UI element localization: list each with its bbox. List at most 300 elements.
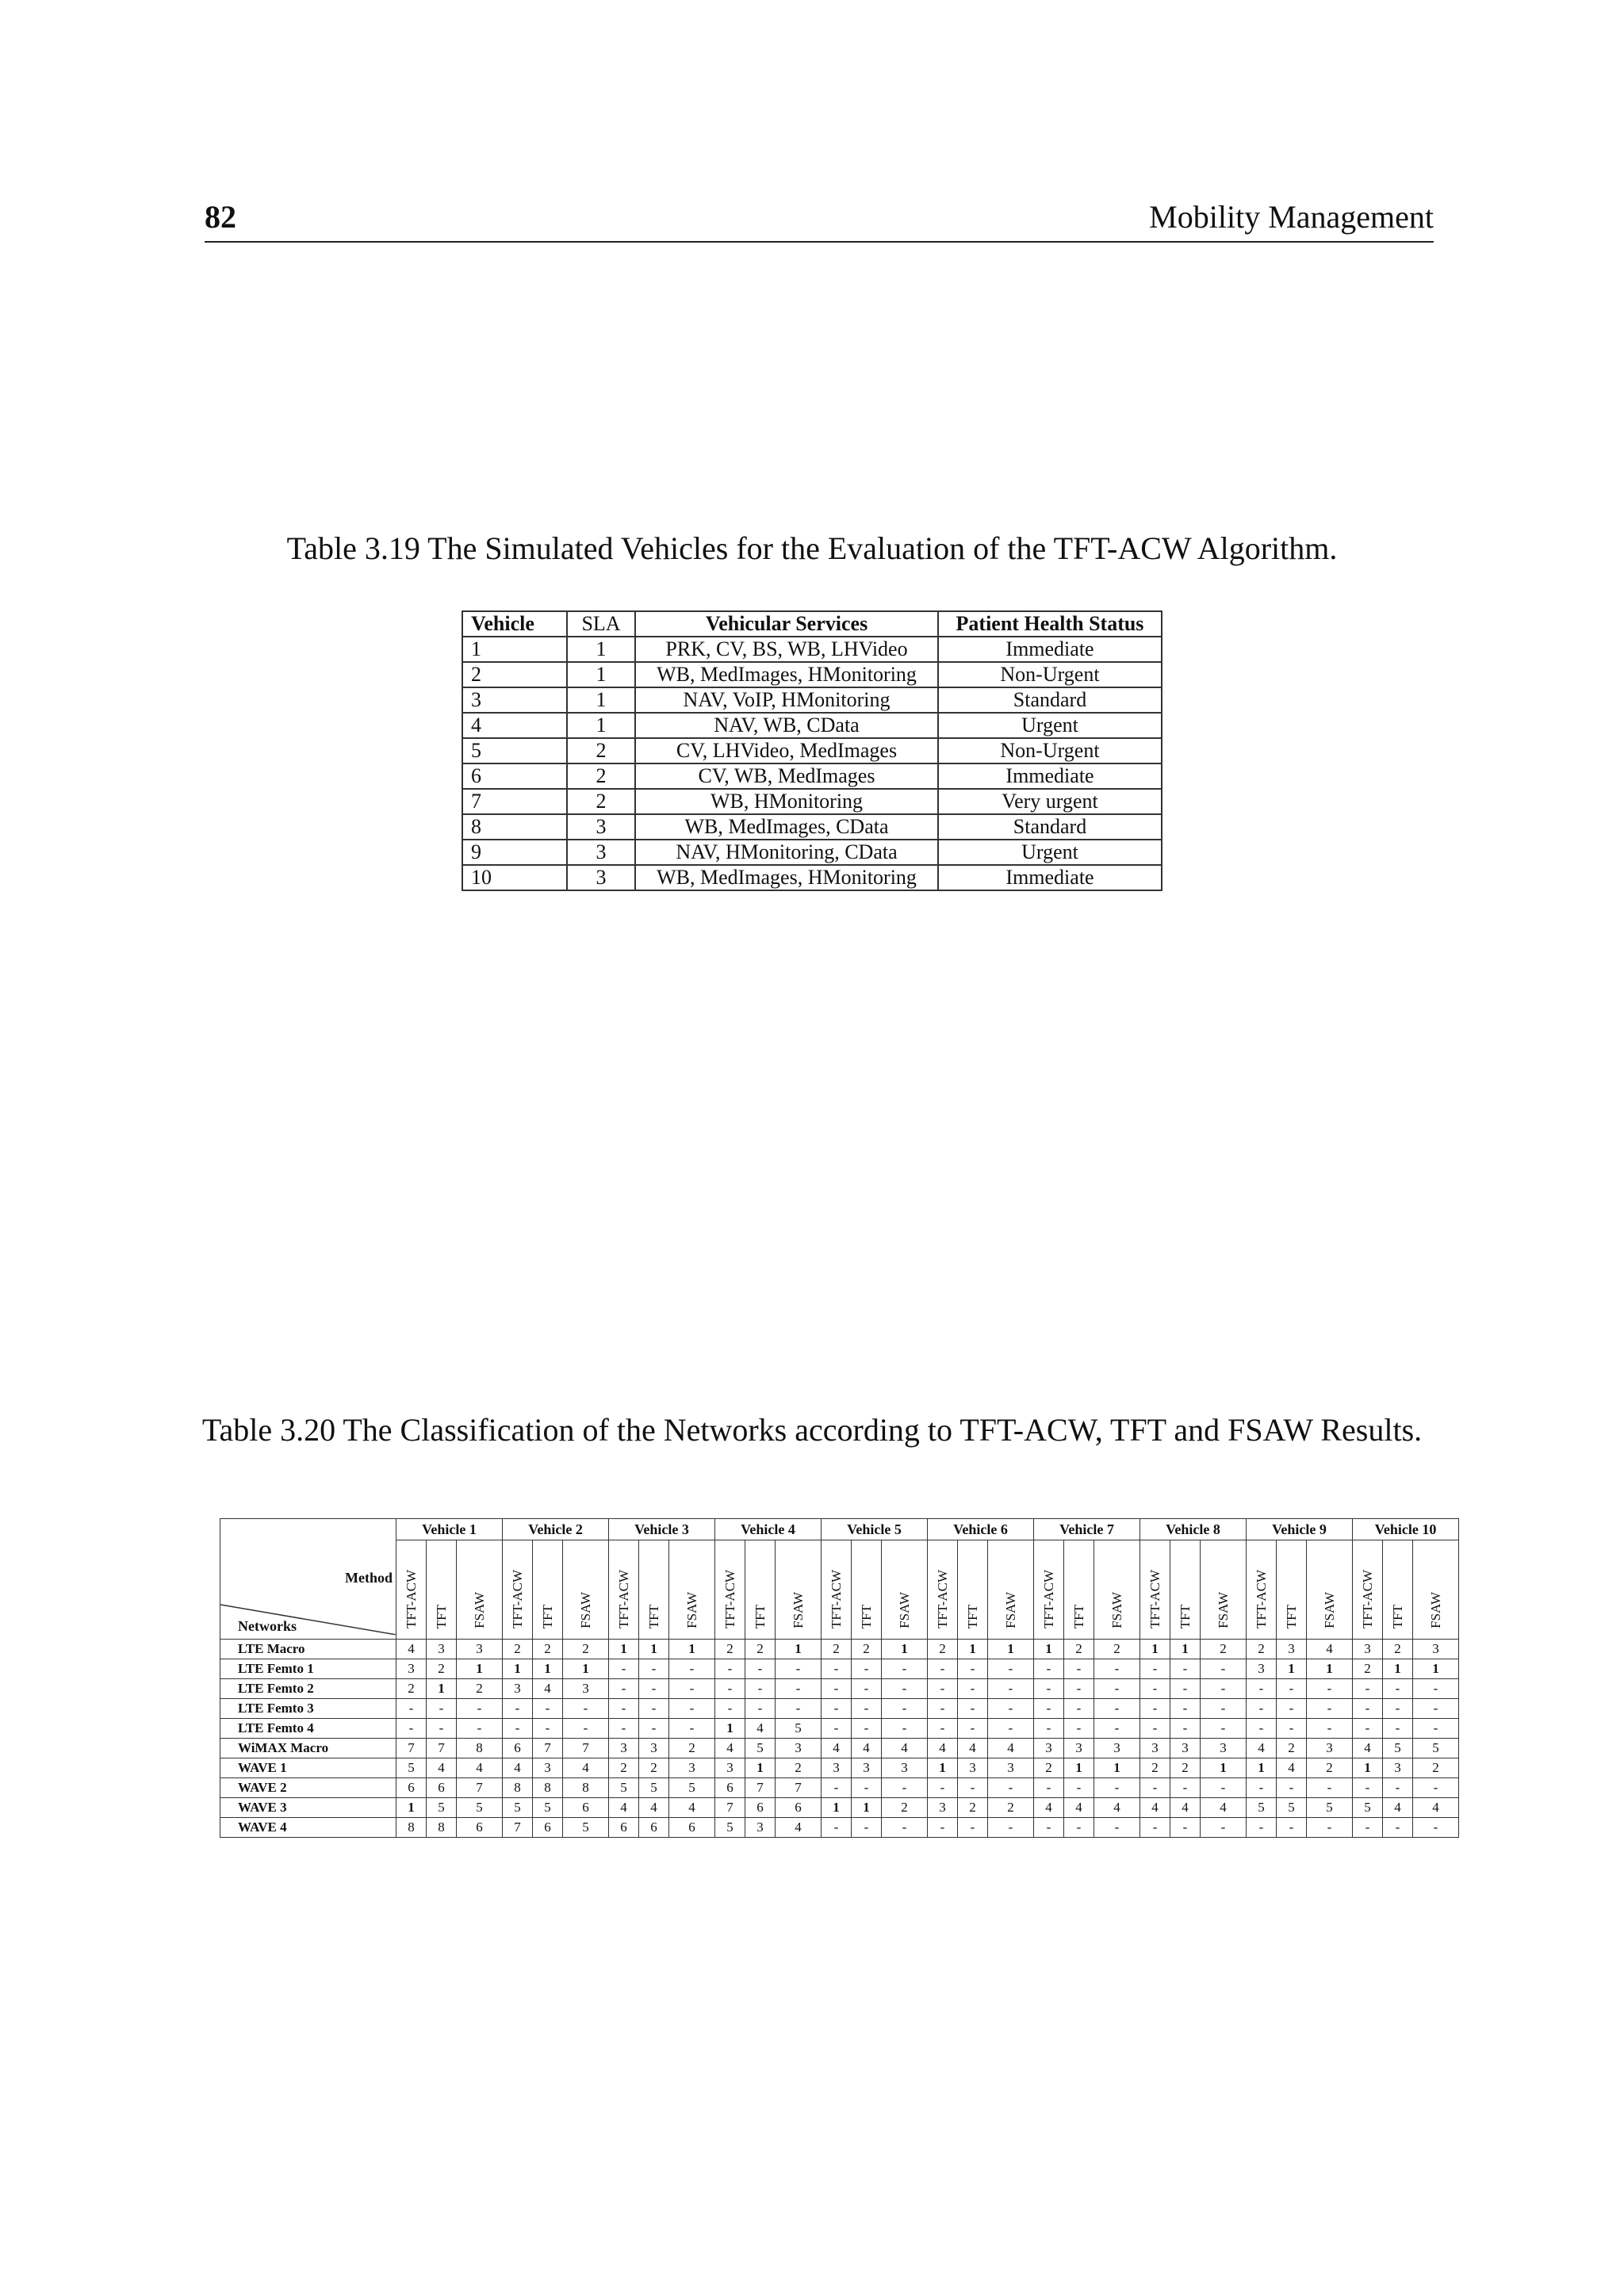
rank-cell: 4 — [1277, 1758, 1307, 1778]
rank-cell: - — [715, 1699, 745, 1719]
table-cell: WB, MedImages, HMonitoring — [635, 865, 938, 890]
rank-cell: 5 — [1247, 1798, 1277, 1818]
rank-cell: 4 — [715, 1739, 745, 1758]
table-row — [462, 687, 1162, 713]
table-cell: CV, WB, MedImages — [635, 763, 938, 789]
rank-cell: - — [1247, 1818, 1277, 1838]
rank-cell: - — [1413, 1818, 1459, 1838]
rank-cell: - — [1170, 1778, 1201, 1798]
method-header — [1247, 1540, 1277, 1640]
table-cell: Immediate — [938, 865, 1162, 890]
rank-cell: 5 — [715, 1818, 745, 1838]
method-header — [1201, 1540, 1247, 1640]
rank-cell: - — [988, 1699, 1034, 1719]
rank-cell: - — [1094, 1719, 1140, 1739]
method-label: TFT-ACW — [828, 1570, 844, 1628]
rank-cell: 1 — [609, 1640, 639, 1659]
table-cell: Immediate — [938, 763, 1162, 789]
rank-cell: - — [822, 1778, 852, 1798]
method-header-row — [220, 1540, 1459, 1640]
rank-cell: - — [609, 1659, 639, 1679]
rank-cell: 4 — [1201, 1798, 1247, 1818]
table-cell: 9 — [462, 840, 567, 865]
rank-cell: 1 — [822, 1798, 852, 1818]
method-header — [882, 1540, 928, 1640]
table-cell: WB, MedImages, HMonitoring — [635, 662, 938, 687]
rank-cell: 2 — [776, 1758, 822, 1778]
rank-cell: 3 — [928, 1798, 958, 1818]
rank-cell: 2 — [745, 1640, 776, 1659]
rank-cell: 8 — [396, 1818, 427, 1838]
rank-cell: - — [669, 1659, 715, 1679]
network-row — [220, 1659, 1459, 1679]
rank-cell: 4 — [639, 1798, 669, 1818]
method-label: FSAW — [471, 1592, 487, 1628]
rank-cell: 4 — [1170, 1798, 1201, 1818]
method-header — [427, 1540, 457, 1640]
rank-cell: 6 — [396, 1778, 427, 1798]
rank-cell: - — [882, 1719, 928, 1739]
rank-cell: 4 — [1413, 1798, 1459, 1818]
rank-cell: - — [639, 1659, 669, 1679]
rank-cell: 4 — [1140, 1798, 1170, 1818]
rank-cell: 1 — [1094, 1758, 1140, 1778]
rank-cell: 3 — [1277, 1640, 1307, 1659]
rank-cell: 4 — [563, 1758, 609, 1778]
table-row — [462, 865, 1162, 890]
rank-cell: 4 — [852, 1739, 882, 1758]
rank-cell: 1 — [958, 1640, 988, 1659]
rank-cell: 6 — [457, 1818, 503, 1838]
rank-cell: 3 — [822, 1758, 852, 1778]
rank-cell: 1 — [852, 1798, 882, 1818]
rank-cell: - — [1034, 1719, 1064, 1739]
rank-cell: 3 — [427, 1640, 457, 1659]
rank-cell: 6 — [669, 1818, 715, 1838]
rank-cell: 4 — [1307, 1640, 1353, 1659]
rank-cell: 5 — [563, 1818, 609, 1838]
rank-cell: - — [1064, 1699, 1094, 1719]
rank-cell: 1 — [563, 1659, 609, 1679]
rank-cell: - — [958, 1659, 988, 1679]
rank-cell: 2 — [1201, 1640, 1247, 1659]
rank-cell: 8 — [427, 1818, 457, 1838]
rank-cell: - — [1277, 1699, 1307, 1719]
rank-cell: 3 — [457, 1640, 503, 1659]
rank-cell: 5 — [776, 1719, 822, 1739]
rank-cell: - — [563, 1699, 609, 1719]
rank-cell: 5 — [639, 1778, 669, 1798]
rank-cell: 3 — [1247, 1659, 1277, 1679]
rank-cell: 8 — [533, 1778, 563, 1798]
rank-cell: 3 — [882, 1758, 928, 1778]
column-header: Vehicle — [462, 611, 567, 637]
rank-cell: 1 — [639, 1640, 669, 1659]
rank-cell: 3 — [669, 1758, 715, 1778]
table-cell: CV, LHVideo, MedImages — [635, 738, 938, 763]
rank-cell: 4 — [745, 1719, 776, 1739]
method-header — [1034, 1540, 1064, 1640]
rank-cell: - — [822, 1679, 852, 1699]
rank-cell: - — [1353, 1719, 1383, 1739]
rank-cell: 3 — [563, 1679, 609, 1699]
vehicles-table-header — [462, 611, 1162, 637]
method-label: TFT-ACW — [615, 1570, 631, 1628]
rank-cell: - — [745, 1679, 776, 1699]
rank-cell: - — [928, 1659, 958, 1679]
rank-cell: 3 — [396, 1659, 427, 1679]
table-row — [462, 662, 1162, 687]
method-label: TFT — [433, 1604, 449, 1628]
method-label: Method — [345, 1570, 393, 1586]
table-cell: 3 — [567, 840, 635, 865]
method-label: TFT-ACW — [1359, 1570, 1375, 1628]
rank-cell: - — [1247, 1679, 1277, 1699]
table-cell: 6 — [462, 763, 567, 789]
rank-cell: - — [1383, 1699, 1413, 1719]
rank-cell: - — [988, 1778, 1034, 1798]
rank-cell: - — [715, 1679, 745, 1699]
rank-cell: - — [1413, 1699, 1459, 1719]
method-header — [1140, 1540, 1170, 1640]
vehicle-header: Vehicle 8 — [1140, 1519, 1247, 1540]
rank-cell: - — [1383, 1679, 1413, 1699]
rank-cell: - — [1307, 1679, 1353, 1699]
table-cell: NAV, HMonitoring, CData — [635, 840, 938, 865]
method-header — [669, 1540, 715, 1640]
rank-cell: - — [1064, 1679, 1094, 1699]
rank-cell: 1 — [669, 1640, 715, 1659]
table-row — [462, 637, 1162, 662]
network-row — [220, 1699, 1459, 1719]
rank-cell: 1 — [988, 1640, 1034, 1659]
rank-cell: 4 — [609, 1798, 639, 1818]
method-header — [1413, 1540, 1459, 1640]
network-name: LTE Femto 4 — [220, 1719, 396, 1739]
rank-cell: 5 — [1353, 1798, 1383, 1818]
rank-cell: 3 — [533, 1758, 563, 1778]
rank-cell: 3 — [1170, 1739, 1201, 1758]
rank-cell: 4 — [822, 1739, 852, 1758]
rank-cell: - — [1034, 1699, 1064, 1719]
network-name: LTE Femto 1 — [220, 1659, 396, 1679]
rank-cell: 6 — [639, 1818, 669, 1838]
rank-cell: - — [1034, 1679, 1064, 1699]
rank-cell: - — [1383, 1719, 1413, 1739]
rank-cell: 4 — [1383, 1798, 1413, 1818]
table-cell: 4 — [462, 713, 567, 738]
method-header — [958, 1540, 988, 1640]
rank-cell: 4 — [988, 1739, 1034, 1758]
rank-cell: 4 — [928, 1739, 958, 1758]
table-row — [462, 840, 1162, 865]
rank-cell: 2 — [533, 1640, 563, 1659]
rank-cell: - — [1277, 1719, 1307, 1739]
network-name: LTE Femto 2 — [220, 1679, 396, 1699]
table-cell: 2 — [462, 662, 567, 687]
rank-cell: 7 — [745, 1778, 776, 1798]
table-cell: 2 — [567, 763, 635, 789]
rank-cell: - — [852, 1659, 882, 1679]
rank-cell: 4 — [427, 1758, 457, 1778]
vehicle-header: Vehicle 9 — [1247, 1519, 1353, 1540]
rank-cell: - — [1353, 1679, 1383, 1699]
network-name: LTE Macro — [220, 1640, 396, 1659]
rank-cell: - — [1170, 1818, 1201, 1838]
rank-cell: - — [1383, 1818, 1413, 1838]
rank-cell: - — [988, 1659, 1034, 1679]
rank-cell: - — [503, 1719, 533, 1739]
rank-cell: 6 — [745, 1798, 776, 1818]
vehicle-header-row — [220, 1519, 1459, 1540]
rank-cell: 4 — [1064, 1798, 1094, 1818]
method-label: FSAW — [896, 1592, 912, 1628]
rank-cell: - — [822, 1659, 852, 1679]
rank-cell: - — [882, 1659, 928, 1679]
rank-cell: 3 — [1413, 1640, 1459, 1659]
rank-cell: 5 — [1277, 1798, 1307, 1818]
rank-cell: - — [928, 1778, 958, 1798]
rank-cell: - — [715, 1659, 745, 1679]
table-row — [462, 789, 1162, 814]
rank-cell: 4 — [533, 1679, 563, 1699]
method-label: FSAW — [1109, 1592, 1124, 1628]
vehicle-header: Vehicle 2 — [503, 1519, 609, 1540]
method-label: FSAW — [1427, 1592, 1443, 1628]
rank-cell: 2 — [503, 1640, 533, 1659]
rank-cell: 5 — [1413, 1739, 1459, 1758]
rank-cell: 4 — [1034, 1798, 1064, 1818]
rank-cell: - — [958, 1679, 988, 1699]
method-label: TFT — [858, 1604, 874, 1628]
rank-cell: 5 — [533, 1798, 563, 1818]
rank-cell: - — [1247, 1699, 1277, 1719]
rank-cell: 2 — [882, 1798, 928, 1818]
table-cell: 2 — [567, 738, 635, 763]
rank-cell: 1 — [715, 1719, 745, 1739]
table-cell: Standard — [938, 687, 1162, 713]
rank-cell: - — [1247, 1778, 1277, 1798]
table-3-20-caption: Table 3.20 The Classification of the Networks according to TFT-ACW, TFT and FSAW Results. — [201, 1412, 1423, 1448]
method-label: TFT — [1283, 1604, 1299, 1628]
rank-cell: 3 — [852, 1758, 882, 1778]
table-cell: Non-Urgent — [938, 662, 1162, 687]
rank-cell: - — [669, 1719, 715, 1739]
table-corner-cell — [220, 1519, 396, 1640]
method-label: TFT-ACW — [1253, 1570, 1269, 1628]
rank-cell: 2 — [639, 1758, 669, 1778]
rank-cell: - — [1064, 1719, 1094, 1739]
network-row — [220, 1758, 1459, 1778]
method-label: TFT-ACW — [722, 1570, 737, 1628]
rank-cell: - — [776, 1659, 822, 1679]
method-label: TFT-ACW — [403, 1570, 419, 1628]
rank-cell: 8 — [457, 1739, 503, 1758]
method-header — [1307, 1540, 1353, 1640]
rank-cell: - — [928, 1679, 958, 1699]
rank-cell: 8 — [563, 1778, 609, 1798]
table-cell: 1 — [567, 662, 635, 687]
rank-cell: - — [1201, 1699, 1247, 1719]
rank-cell: - — [1307, 1699, 1353, 1719]
rank-cell: - — [958, 1719, 988, 1739]
rank-cell: 4 — [457, 1758, 503, 1778]
network-name: WAVE 1 — [220, 1758, 396, 1778]
rank-cell: 1 — [503, 1659, 533, 1679]
method-label: TFT-ACW — [1040, 1570, 1056, 1628]
network-row — [220, 1679, 1459, 1699]
table-cell: 5 — [462, 738, 567, 763]
rank-cell: 1 — [1413, 1659, 1459, 1679]
table-row — [462, 738, 1162, 763]
method-header — [1094, 1540, 1140, 1640]
rank-cell: - — [988, 1818, 1034, 1838]
rank-cell: - — [1140, 1699, 1170, 1719]
rank-cell: - — [1383, 1778, 1413, 1798]
rank-cell: - — [1094, 1818, 1140, 1838]
rank-cell: - — [1140, 1778, 1170, 1798]
table-cell: 7 — [462, 789, 567, 814]
vehicle-header: Vehicle 4 — [715, 1519, 822, 1540]
method-header — [639, 1540, 669, 1640]
rank-cell: - — [669, 1679, 715, 1699]
method-label: TFT-ACW — [1147, 1570, 1162, 1628]
network-row — [220, 1640, 1459, 1659]
rank-cell: 3 — [776, 1739, 822, 1758]
method-header — [852, 1540, 882, 1640]
vehicle-header: Vehicle 1 — [396, 1519, 503, 1540]
network-row — [220, 1719, 1459, 1739]
network-name: WAVE 3 — [220, 1798, 396, 1818]
rank-cell: 6 — [427, 1778, 457, 1798]
rank-cell: 5 — [427, 1798, 457, 1818]
rank-cell: 3 — [1307, 1739, 1353, 1758]
rank-cell: 4 — [503, 1758, 533, 1778]
rank-cell: 2 — [563, 1640, 609, 1659]
rank-cell: 6 — [533, 1818, 563, 1838]
method-header — [503, 1540, 533, 1640]
method-header — [1277, 1540, 1307, 1640]
method-label: TFT — [1177, 1604, 1193, 1628]
rank-cell: 4 — [396, 1640, 427, 1659]
rank-cell: - — [958, 1699, 988, 1719]
rank-cell: - — [928, 1719, 958, 1739]
network-row — [220, 1778, 1459, 1798]
network-row — [220, 1798, 1459, 1818]
method-header — [533, 1540, 563, 1640]
rank-cell: 2 — [958, 1798, 988, 1818]
rank-cell: - — [1277, 1778, 1307, 1798]
rank-cell: - — [1307, 1818, 1353, 1838]
rank-cell: - — [1413, 1778, 1459, 1798]
network-row — [220, 1739, 1459, 1758]
rank-cell: - — [822, 1699, 852, 1719]
rank-cell: - — [822, 1719, 852, 1739]
rank-cell: - — [1307, 1719, 1353, 1739]
rank-cell: - — [1094, 1699, 1140, 1719]
rank-cell: - — [882, 1699, 928, 1719]
rank-cell: 2 — [1170, 1758, 1201, 1778]
networks-label: Networks — [238, 1618, 297, 1634]
rank-cell: - — [1201, 1659, 1247, 1679]
rank-cell: - — [427, 1699, 457, 1719]
rank-cell: - — [1307, 1778, 1353, 1798]
network-name: WiMAX Macro — [220, 1739, 396, 1758]
rank-cell: - — [988, 1679, 1034, 1699]
method-label: TFT — [1389, 1604, 1405, 1628]
method-header — [1383, 1540, 1413, 1640]
rank-cell: 2 — [715, 1640, 745, 1659]
table-3-19-caption: Table 3.19 The Simulated Vehicles for the Evaluation of the TFT-ACW Algorithm. — [286, 530, 1338, 566]
table-cell: 1 — [567, 637, 635, 662]
network-classification-body — [220, 1640, 1459, 1838]
method-header — [988, 1540, 1034, 1640]
method-header — [457, 1540, 503, 1640]
rank-cell: - — [1413, 1679, 1459, 1699]
rank-cell: - — [852, 1818, 882, 1838]
rank-cell: - — [852, 1679, 882, 1699]
rank-cell: - — [1170, 1659, 1201, 1679]
method-label: FSAW — [1215, 1592, 1231, 1628]
rank-cell: 7 — [533, 1739, 563, 1758]
method-header — [396, 1540, 427, 1640]
table-cell: NAV, WB, CData — [635, 713, 938, 738]
rank-cell: 3 — [1034, 1739, 1064, 1758]
method-header — [1064, 1540, 1094, 1640]
rank-cell: - — [745, 1659, 776, 1679]
rank-cell: 2 — [427, 1659, 457, 1679]
method-label: FSAW — [1321, 1592, 1337, 1628]
method-header — [745, 1540, 776, 1640]
rank-cell: 1 — [1201, 1758, 1247, 1778]
rank-cell: - — [1170, 1719, 1201, 1739]
column-header: Patient Health Status — [938, 611, 1162, 637]
method-header — [1170, 1540, 1201, 1640]
table-cell: 2 — [567, 789, 635, 814]
vehicle-header: Vehicle 10 — [1353, 1519, 1459, 1540]
table-cell: Urgent — [938, 713, 1162, 738]
table-cell: PRK, CV, BS, WB, LHVideo — [635, 637, 938, 662]
rank-cell: - — [609, 1719, 639, 1739]
rank-cell: - — [988, 1719, 1034, 1739]
rank-cell: - — [1201, 1778, 1247, 1798]
rank-cell: - — [928, 1699, 958, 1719]
rank-cell: 3 — [1094, 1739, 1140, 1758]
rank-cell: - — [639, 1679, 669, 1699]
rank-cell: - — [563, 1719, 609, 1739]
rank-cell: - — [1064, 1659, 1094, 1679]
rank-cell: 6 — [715, 1778, 745, 1798]
rank-cell: 3 — [715, 1758, 745, 1778]
network-row — [220, 1818, 1459, 1838]
rank-cell: - — [1094, 1778, 1140, 1798]
rank-cell: 1 — [1247, 1758, 1277, 1778]
rank-cell: - — [1353, 1778, 1383, 1798]
rank-cell: 1 — [533, 1659, 563, 1679]
rank-cell: 3 — [988, 1758, 1034, 1778]
rank-cell: 3 — [503, 1679, 533, 1699]
rank-cell: - — [882, 1778, 928, 1798]
rank-cell: - — [1201, 1818, 1247, 1838]
rank-cell: - — [1170, 1679, 1201, 1699]
method-label: FSAW — [1002, 1592, 1018, 1628]
rank-cell: 1 — [1170, 1640, 1201, 1659]
rank-cell: - — [852, 1699, 882, 1719]
rank-cell: - — [745, 1699, 776, 1719]
method-label: TFT — [964, 1604, 980, 1628]
rank-cell: 1 — [1307, 1659, 1353, 1679]
table-cell: Immediate — [938, 637, 1162, 662]
